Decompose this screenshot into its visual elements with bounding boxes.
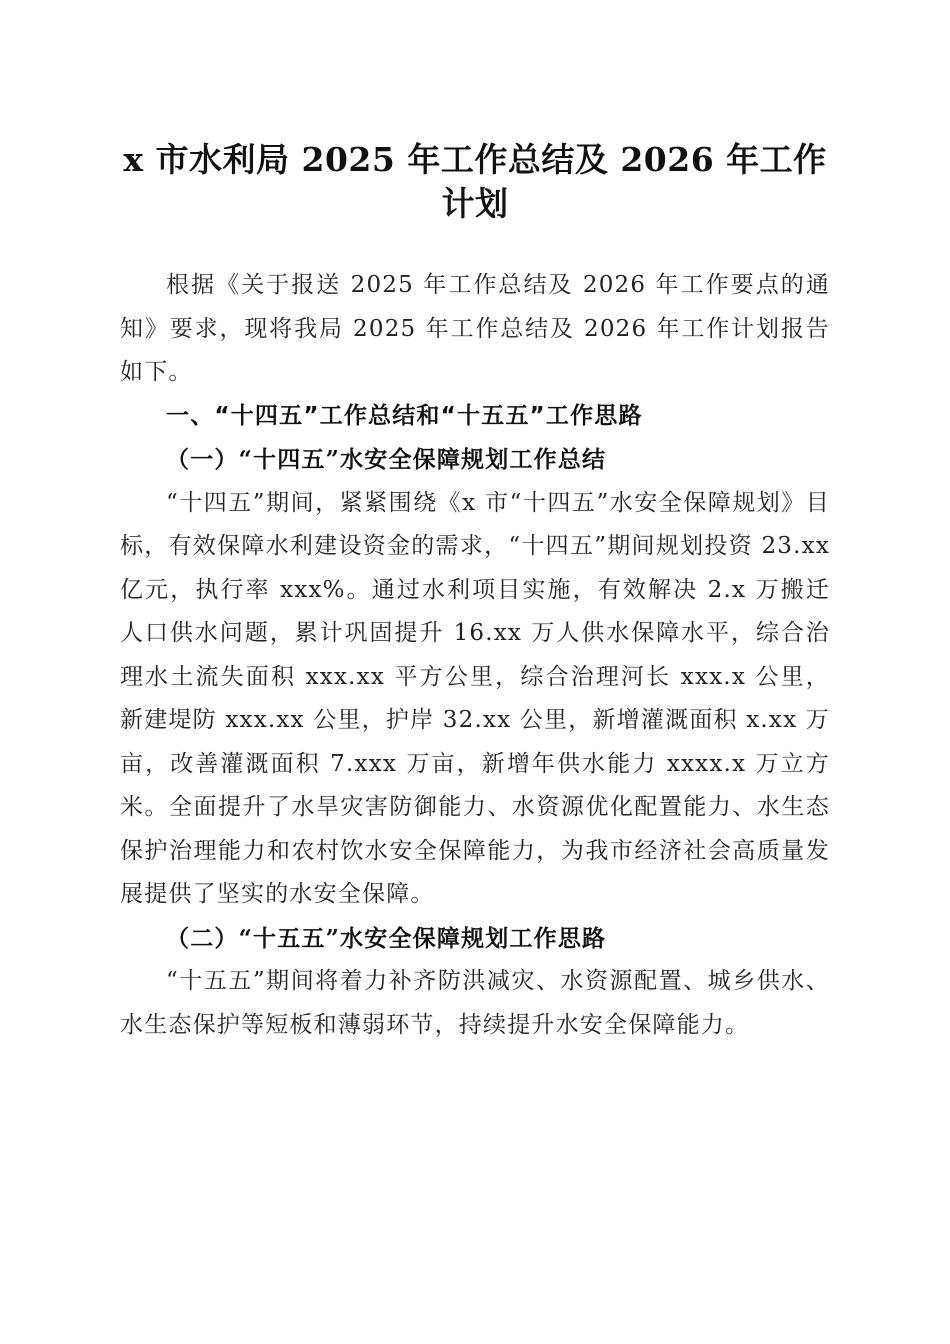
subsection-1-paragraph: “十四五”期间，紧紧围绕《x 市“十四五”水安全保障规划》目标，有效保障水利建设资金的需求，“十四五”期间规划投资 23.xx 亿元，执行率 xxx%。通过水利项目实施，有效解决 2.x 万搬迁人口供水问题，累计巩固提升 16.xx 万人供水保障水平，综合治理水土流失面积 xxx.xx 平方公里，综合治理河长 xxx.x 公里，新建堤防 xxx.xx 公里，护岸 32.xx 公里，新增灌溉面积 x.xx 万亩，改善灌溉面积 7.xxx 万亩，新增年供水能力 xxxx.x 万立方米。全面提升了水旱灾害防御能力、水资源优化配置能力、水生态保护治理能力和农村饮水安全保障能力，为我市经济社会高质量发展提供了坚实的水安全保障。: [120, 489, 830, 907]
document-title: x 市水利局 2025 年工作总结及 2026 年工作计划: [123, 140, 827, 223]
subsection-1-heading: （一）“十四五”水安全保障规划工作总结: [166, 446, 607, 473]
intro-paragraph: 根据《关于报送 2025 年工作总结及 2026 年工作要点的通知》要求，现将我局 2025 年工作总结及 2026 年工作计划报告如下。: [120, 272, 830, 385]
document-page: [120, 138, 830, 1047]
subsection-2-heading: （二）“十五五”水安全保障规划工作思路: [166, 924, 607, 952]
section-1-heading: 一、“十四五”工作总结和“十五五”工作思路: [166, 402, 643, 429]
document-body: [120, 264, 830, 1047]
subsection-2-paragraph: “十五五”期间将着力补齐防洪减灾、水资源配置、城乡供水、水生态保护等短板和薄弱环节，持续提升水安全保障能力。: [120, 968, 830, 1038]
